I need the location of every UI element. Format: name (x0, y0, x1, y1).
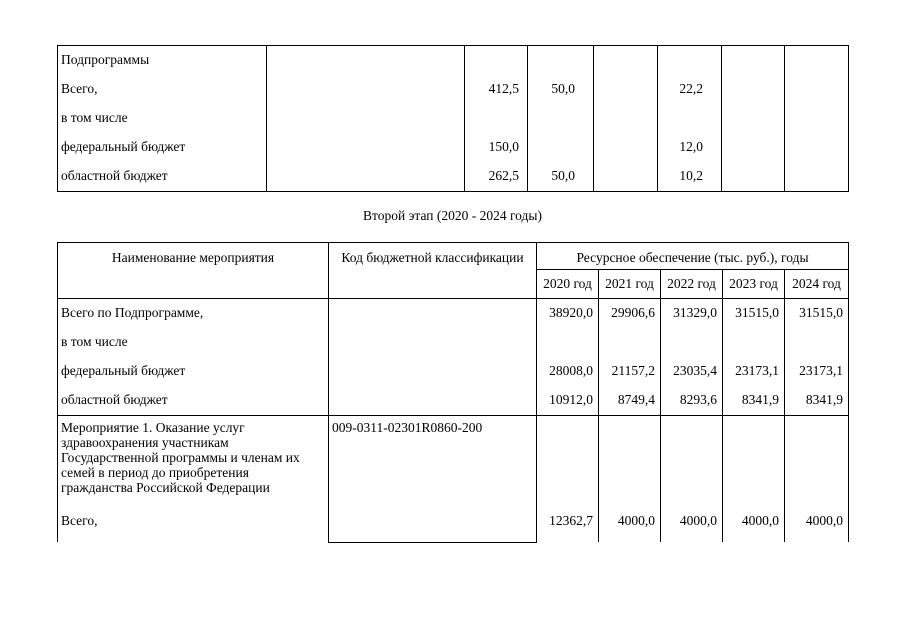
cell-value: 38920,0 (537, 299, 599, 329)
cell-value: 50,0 (528, 162, 594, 192)
cell-value: 28008,0 (537, 357, 599, 386)
table-row (58, 328, 849, 357)
table-row (58, 104, 849, 133)
header-resources: Ресурсное обеспечение (тыс. руб.), годы (537, 243, 849, 270)
cell-value: 23035,4 (661, 357, 723, 386)
row-label: в том числе (58, 104, 267, 133)
cell-value: 31329,0 (661, 299, 723, 329)
cell-value: 12,0 (658, 133, 722, 162)
header-year: 2022 год (661, 270, 723, 299)
cell-value: 150,0 (465, 133, 528, 162)
cell-value: 8293,6 (661, 386, 723, 416)
cell-value: 23173,1 (785, 357, 849, 386)
row-label: Всего, (58, 507, 329, 542)
cell-value: 412,5 (465, 75, 528, 104)
header-year: 2020 год (537, 270, 599, 299)
cell-value: 4000,0 (661, 507, 723, 542)
header-year: 2021 год (599, 270, 661, 299)
row-label: областной бюджет (58, 386, 329, 416)
header-name: Наименование мероприятия (58, 243, 329, 299)
cell-value: 8341,9 (785, 386, 849, 416)
cell-value: 31515,0 (723, 299, 785, 329)
header-year: 2023 год (723, 270, 785, 299)
row-label: в том числе (58, 328, 329, 357)
cell-value: 23173,1 (723, 357, 785, 386)
budget-table (57, 242, 849, 543)
cell-value: 31515,0 (785, 299, 849, 329)
table-row (58, 46, 849, 76)
row-label: федеральный бюджет (58, 357, 329, 386)
cell-value: 4000,0 (723, 507, 785, 542)
cell-value: 21157,2 (599, 357, 661, 386)
cell-value: 4000,0 (785, 507, 849, 542)
cell-value: 8749,4 (599, 386, 661, 416)
header-code: Код бюджетной классификации (329, 243, 537, 299)
header-row (58, 243, 849, 270)
row-label: Всего, (58, 75, 267, 104)
subprogram-summary-table (57, 45, 849, 192)
cell-value: 10912,0 (537, 386, 599, 416)
cell-value: 22,2 (658, 75, 722, 104)
event-row (58, 416, 849, 508)
table-row (58, 357, 849, 386)
event-name: Мероприятие 1. Оказание услуг здравоохранения участникам Государственной программы и членам их семей в период до приобретения гражданства Российской Федерации (58, 416, 329, 508)
table-row (58, 133, 849, 162)
cell-value: 50,0 (528, 75, 594, 104)
cell-value: 29906,6 (599, 299, 661, 329)
cell-value: 10,2 (658, 162, 722, 192)
event-code: 009-0311-02301R0860-200 (329, 416, 537, 543)
row-label: федеральный бюджет (58, 133, 267, 162)
cell-value: 4000,0 (599, 507, 661, 542)
row-label: Всего по Подпрограмме, (58, 299, 329, 329)
row-label: областной бюджет (58, 162, 267, 192)
cell-value: 262,5 (465, 162, 528, 192)
table-row (58, 386, 849, 416)
row-label: Подпрограммы (58, 46, 267, 76)
table-row (58, 162, 849, 192)
cell-value: 8341,9 (723, 386, 785, 416)
header-year: 2024 год (785, 270, 849, 299)
cell-value: 12362,7 (537, 507, 599, 542)
stage-title: Второй этап (2020 - 2024 годы) (363, 208, 542, 223)
table-row (58, 75, 849, 104)
table-row (58, 299, 849, 329)
